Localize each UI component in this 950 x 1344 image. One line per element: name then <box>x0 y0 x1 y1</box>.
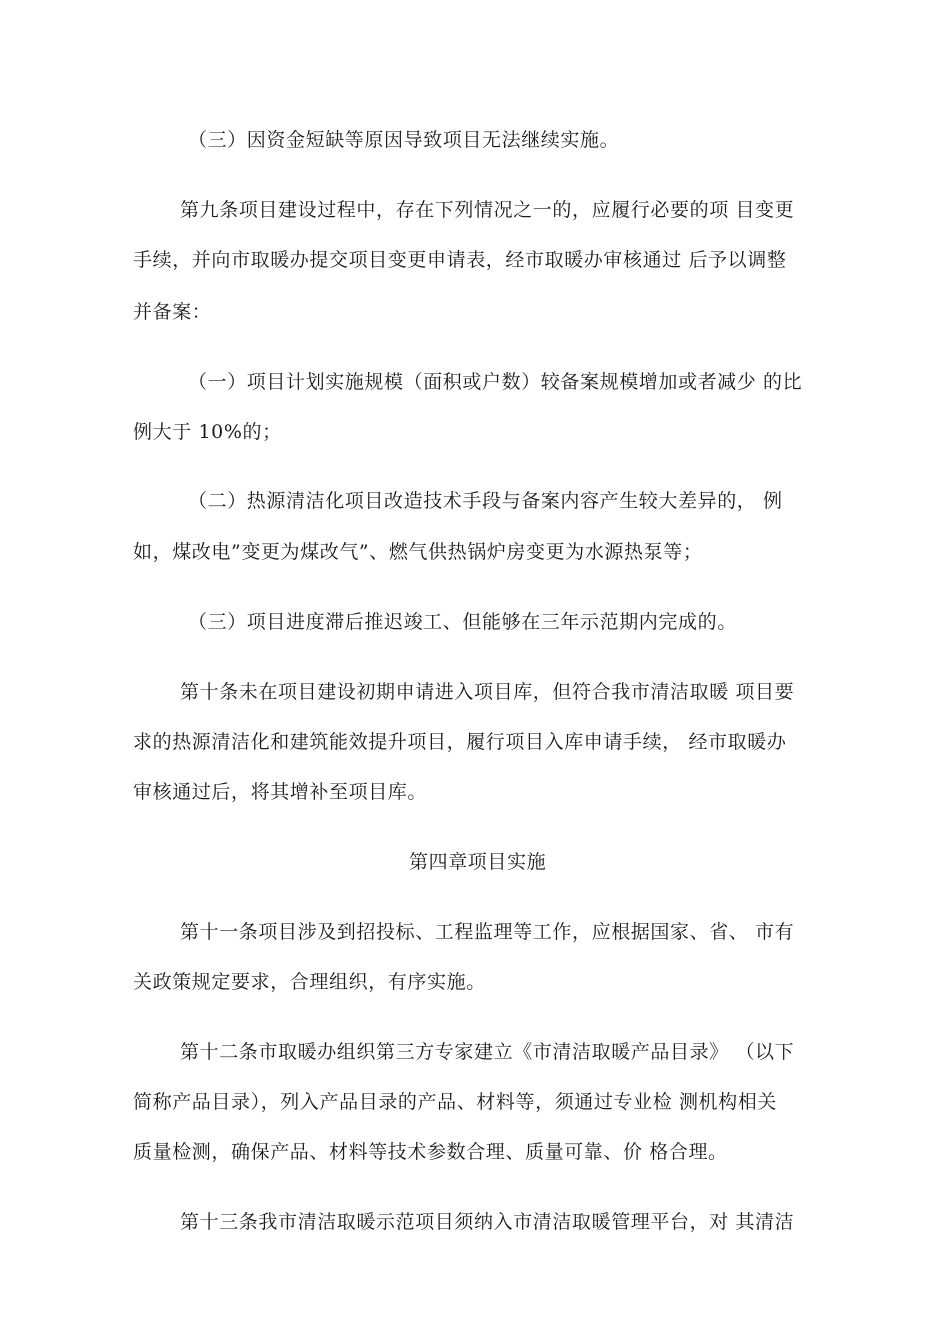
text-line: 例大于 10%的； <box>133 421 282 443</box>
text-line: 简称产品目录），列入产品目录的产品、材料等，须通过专业检 测机构相关 <box>133 1091 777 1113</box>
text-line: 质量检测，确保产品、材料等技术参数合理、质量可靠、价 格合理。 <box>133 1141 728 1163</box>
text-line: 审核通过后，将其增补至项目库。 <box>133 781 428 803</box>
text-line: 并备案： <box>133 301 212 323</box>
text-line: 手续，并向市取暖办提交项目变更申请表，经市取暖办审核通过 后予以调整 <box>133 249 787 271</box>
text-line: 第十条未在项目建设初期申请进入项目库，但符合我市清洁取暖 项目要 <box>180 681 795 703</box>
text-line: 第九条项目建设过程中，存在下列情况之一的，应履行必要的项 目变更 <box>180 199 795 221</box>
text-line: （三）因资金短缺等原因导致项目无法继续实施。 <box>188 129 620 151</box>
text-line: 关政策规定要求，合理组织，有序实施。 <box>133 971 486 993</box>
chapter-heading: 第四章项目实施 <box>409 851 547 873</box>
text-line: 第十一条项目涉及到招投标、工程监理等工作，应根据国家、省、 市有 <box>180 921 795 943</box>
text-line: （三）项目进度滞后推迟竣工、但能够在三年示范期内完成的。 <box>188 611 737 633</box>
text-line: （一）项目计划实施规模（面积或户数）较备案规模增加或者减少 的比 <box>188 371 803 393</box>
text-line: （二）热源清洁化项目改造技术手段与备案内容产生较大差异的， 例 <box>188 490 783 512</box>
text-line: 第十三条我市清洁取暖示范项目须纳入市清洁取暖管理平台，对 其清洁 <box>180 1211 795 1233</box>
text-line: 如，煤改电”变更为煤改气”、燃气供热锅炉房变更为水源热泵等； <box>133 541 703 563</box>
text-line: 求的热源清洁化和建筑能效提升项目，履行项目入库申请手续， 经市取暖办 <box>133 731 787 753</box>
text-line: 第十二条市取暖办组织第三方专家建立《市清洁取暖产品目录》 （以下 <box>180 1041 795 1063</box>
